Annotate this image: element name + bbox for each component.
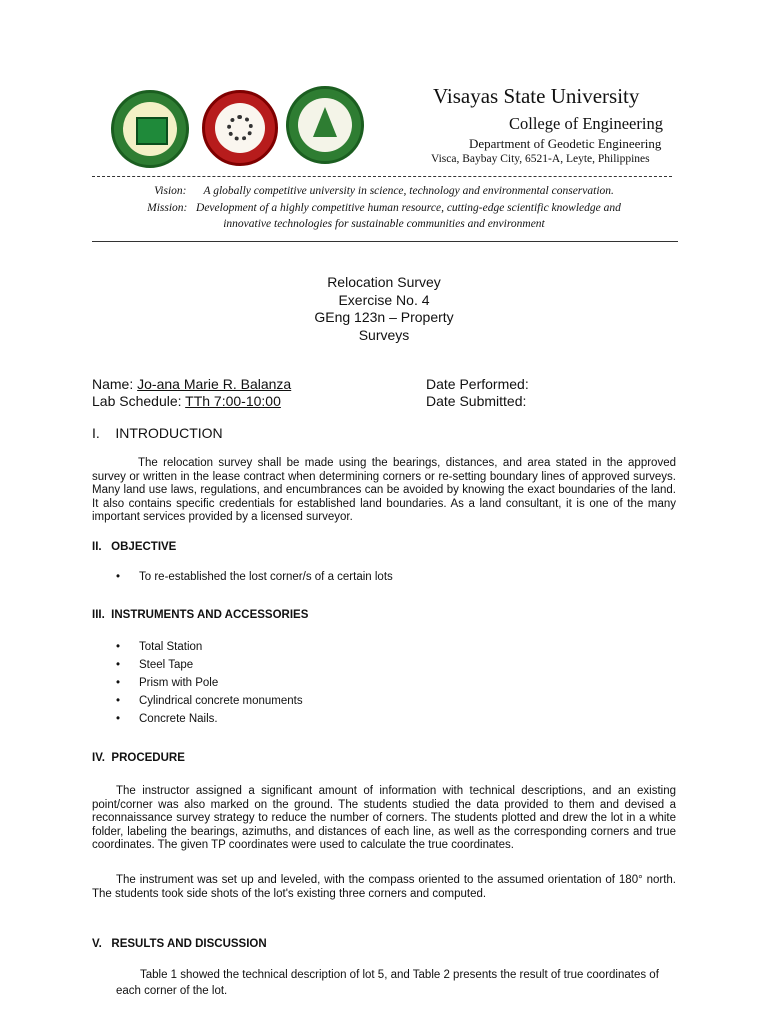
title-line: Exercise No. 4: [338, 291, 430, 308]
lab-schedule: TTh 7:00-10:00: [185, 393, 281, 409]
results-heading: V. RESULTS AND DISCUSSION: [92, 938, 267, 950]
list-item: • Steel Tape: [116, 659, 194, 671]
dashed-divider: [92, 176, 672, 177]
title-line: Surveys: [358, 326, 410, 343]
geodetic-engineering-seal-icon: [286, 86, 364, 164]
procedure-heading: IV. PROCEDURE: [92, 752, 185, 764]
procedure-paragraph: The instructor assigned a significant amount of information with technical descriptions, and an existing point/corner was also marked on the ground. The students studied the data provided to them and devised a reconnaissance survey strategy to reduce the number of corners. The students plotted and drew the lot in a white folder, labeling the bearings, azimuths, and distances of each line, as well as the corresponding corners and true coordinates. The given TP coordinates were used to calculate the true coordinates.: [92, 785, 676, 851]
introduction-heading: I. INTRODUCTION: [92, 425, 223, 441]
title-line: Relocation Survey: [327, 274, 441, 290]
results-paragraph: Table 1 showed the technical description of lot 5, and Table 2 presents the result of true coordinates of each corner of the lot.: [116, 969, 659, 997]
university-name: Visayas State University: [433, 84, 640, 108]
mission-statement-continued: innovative technologies for sustainable communities and environment: [223, 218, 545, 230]
bullet-icon: •: [116, 571, 121, 583]
department-name: Department of Geodetic Engineering: [469, 136, 662, 151]
introduction-paragraph: The relocation survey shall be made using the bearings, distances, and area stated in the approved survey or written in the lease contract when determining corners or re-setting boundary lines of approved surveys. Many land use laws, regulations, and encumbrances can be avoided by knowing the exact boundaries of the land. It also contains specific credentials for established land boundaries. As a land consultant, it is one of the many important services provided by a licensed surveyor.: [92, 457, 676, 523]
bullet-icon: •: [116, 677, 121, 689]
vsu-seal-icon: [111, 90, 189, 168]
schedule-field: [92, 393, 281, 410]
mission-statement: Mission: Development of a highly competitive human resource, cutting-edge scientific knowledge and: [147, 202, 621, 214]
procedure-paragraph: The instrument was set up and leveled, with the compass oriented to the assumed orientation of 180° north. The students took side shots of the lot's existing three corners and computed.: [92, 874, 676, 900]
date-submitted-label: Date Submitted:: [426, 393, 527, 409]
objective-heading: II. OBJECTIVE: [92, 541, 177, 553]
bullet-icon: •: [116, 695, 121, 707]
bullet-icon: •: [116, 641, 121, 653]
student-name: Jo-ana Marie R. Balanza: [137, 376, 292, 392]
list-item: • Cylindrical concrete monuments: [116, 695, 303, 707]
list-item: • To re-established the lost corner/s of a certain lots: [116, 571, 393, 583]
list-item: • Concrete Nails.: [116, 713, 218, 725]
address: Visca, Baybay City, 6521-A, Leyte, Philippines: [431, 153, 650, 165]
college-of-engineering-seal-icon: [202, 90, 278, 166]
instruments-heading: III. INSTRUMENTS AND ACCESSORIES: [92, 609, 309, 621]
date-performed-label: Date Performed:: [426, 376, 529, 392]
header-divider: [92, 241, 678, 242]
college-name: College of Engineering: [509, 114, 663, 133]
name-field: [92, 376, 291, 393]
name-label: Name:: [92, 376, 138, 392]
bullet-icon: •: [116, 659, 121, 671]
title-line: GEng 123n – Property: [314, 309, 454, 325]
schedule-label: Lab Schedule:: [92, 393, 186, 409]
document-title: [250, 274, 518, 344]
bullet-icon: •: [116, 713, 121, 725]
vision-statement: Vision: A globally competitive university in science, technology and environmental conservation.: [154, 185, 614, 197]
list-item: • Total Station: [116, 641, 203, 653]
list-item: • Prism with Pole: [116, 677, 219, 689]
